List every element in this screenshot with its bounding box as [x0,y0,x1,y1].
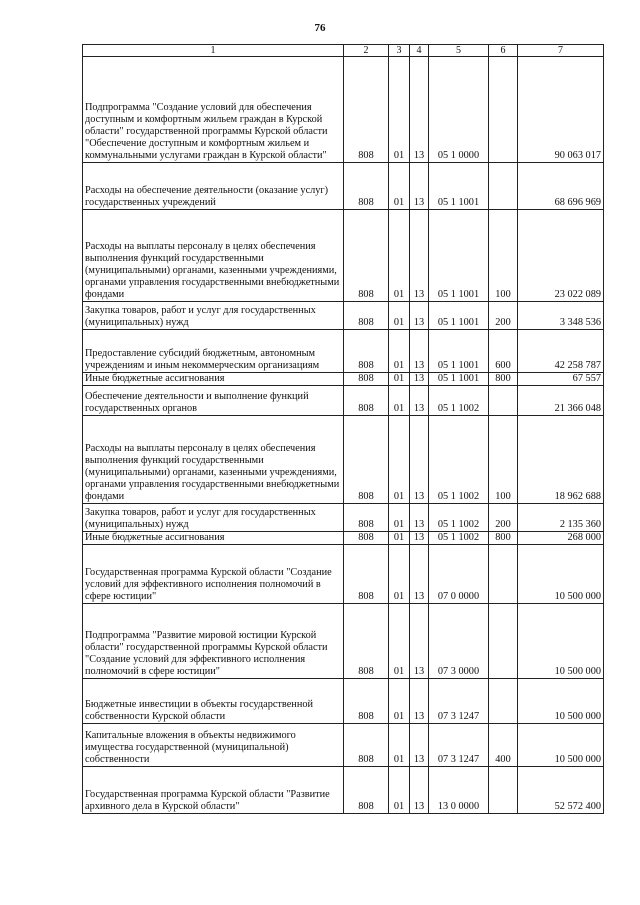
column-header: 6 [489,45,518,57]
subsection-code: 13 [410,532,429,545]
table-row [83,163,604,210]
ministry-code: 808 [344,373,389,386]
expense-kind-code [489,604,518,679]
row-name: Обеспечение деятельности и выполнение функций государственных органов [83,386,344,416]
section-code: 01 [389,679,410,724]
ministry-code: 808 [344,532,389,545]
expense-kind-code: 800 [489,373,518,386]
target-code: 13 0 0000 [429,767,489,814]
expense-kind-code [489,767,518,814]
subsection-code: 13 [410,330,429,373]
ministry-code: 808 [344,504,389,532]
section-code: 01 [389,57,410,163]
subsection-code: 13 [410,163,429,210]
subsection-code: 13 [410,545,429,604]
table-row [83,386,604,416]
expense-kind-code: 200 [489,302,518,330]
amount: 10 500 000 [518,679,604,724]
amount: 268 000 [518,532,604,545]
column-header: 7 [518,45,604,57]
table-row [83,545,604,604]
amount: 68 696 969 [518,163,604,210]
ministry-code: 808 [344,724,389,767]
table-header-row [83,45,604,57]
amount: 52 572 400 [518,767,604,814]
subsection-code: 13 [410,504,429,532]
section-code: 01 [389,545,410,604]
subsection-code: 13 [410,210,429,302]
subsection-code: 13 [410,416,429,504]
amount: 67 557 [518,373,604,386]
subsection-code: 13 [410,302,429,330]
target-code: 05 1 1002 [429,416,489,504]
row-name: Расходы на выплаты персоналу в целях обеспечения выполнения функций государственными (муниципальными) органами, казенными учреждениями, органами управления государственными внебюджетными фондами [83,416,344,504]
row-name: Закупка товаров, работ и услуг для государственных (муниципальных) нужд [83,504,344,532]
expense-kind-code [489,545,518,604]
target-code: 05 1 1001 [429,330,489,373]
column-header: 2 [344,45,389,57]
table-row [83,679,604,724]
row-name: Государственная программа Курской области "Создание условий для эффективного исполнения полномочий в сфере юстиции" [83,545,344,604]
section-code: 01 [389,386,410,416]
section-code: 01 [389,504,410,532]
row-name: Подпрограмма "Развитие мировой юстиции Курской области" государственной программы Курской области "Создание условий для эффективного исполнения полномочий в сфере юстиции" [83,604,344,679]
section-code: 01 [389,330,410,373]
column-header: 3 [389,45,410,57]
target-code: 07 0 0000 [429,545,489,604]
ministry-code: 808 [344,767,389,814]
row-name: Закупка товаров, работ и услуг для государственных (муниципальных) нужд [83,302,344,330]
table-row [83,330,604,373]
ministry-code: 808 [344,545,389,604]
subsection-code: 13 [410,386,429,416]
section-code: 01 [389,724,410,767]
expense-kind-code: 400 [489,724,518,767]
table-row [83,767,604,814]
ministry-code: 808 [344,604,389,679]
table-row [83,302,604,330]
row-name: Подпрограмма "Создание условий для обеспечения доступным и комфортным жильем граждан в Курской области" государственной программы Курской области "Обеспечение доступным и комфортным жильем и коммунальными услугами граждан в Курской области" [83,57,344,163]
ministry-code: 808 [344,302,389,330]
target-code: 05 1 1002 [429,504,489,532]
expense-kind-code [489,386,518,416]
section-code: 01 [389,302,410,330]
table-row [83,724,604,767]
expense-kind-code: 100 [489,416,518,504]
target-code: 05 1 1001 [429,163,489,210]
row-name: Предоставление субсидий бюджетным, автономным учреждениям и иным некоммерческим организациям [83,330,344,373]
amount: 18 962 688 [518,416,604,504]
target-code: 05 1 0000 [429,57,489,163]
ministry-code: 808 [344,330,389,373]
section-code: 01 [389,532,410,545]
row-name: Государственная программа Курской области "Развитие архивного дела в Курской области" [83,767,344,814]
expense-kind-code: 600 [489,330,518,373]
target-code: 05 1 1001 [429,302,489,330]
column-header: 5 [429,45,489,57]
row-name: Расходы на выплаты персоналу в целях обеспечения выполнения функций государственными (муниципальными) органами, казенными учреждениями, органами управления государственными внебюджетными фондами [83,210,344,302]
section-code: 01 [389,163,410,210]
table-row [83,532,604,545]
expense-kind-code: 100 [489,210,518,302]
amount: 2 135 360 [518,504,604,532]
table-row [83,604,604,679]
ministry-code: 808 [344,416,389,504]
subsection-code: 13 [410,57,429,163]
ministry-code: 808 [344,386,389,416]
amount: 21 366 048 [518,386,604,416]
expense-kind-code [489,57,518,163]
table-row [83,210,604,302]
amount: 10 500 000 [518,545,604,604]
target-code: 05 1 1001 [429,210,489,302]
budget-table [82,44,604,814]
row-name: Расходы на обеспечение деятельности (оказание услуг) государственных учреждений [83,163,344,210]
amount: 3 348 536 [518,302,604,330]
ministry-code: 808 [344,57,389,163]
target-code: 07 3 0000 [429,604,489,679]
ministry-code: 808 [344,679,389,724]
subsection-code: 13 [410,724,429,767]
subsection-code: 13 [410,604,429,679]
subsection-code: 13 [410,767,429,814]
subsection-code: 13 [410,679,429,724]
row-name: Иные бюджетные ассигнования [83,373,344,386]
expense-kind-code: 800 [489,532,518,545]
target-code: 05 1 1002 [429,532,489,545]
expense-kind-code: 200 [489,504,518,532]
column-header: 4 [410,45,429,57]
amount: 23 022 089 [518,210,604,302]
expense-kind-code [489,163,518,210]
amount: 42 258 787 [518,330,604,373]
target-code: 05 1 1002 [429,386,489,416]
row-name: Бюджетные инвестиции в объекты государственной собственности Курской области [83,679,344,724]
row-name: Капитальные вложения в объекты недвижимого имущества государственной (муниципальной) собственности [83,724,344,767]
target-code: 07 3 1247 [429,679,489,724]
amount: 10 500 000 [518,724,604,767]
table-row [83,57,604,163]
section-code: 01 [389,767,410,814]
ministry-code: 808 [344,163,389,210]
subsection-code: 13 [410,373,429,386]
expense-kind-code [489,679,518,724]
table-row [83,416,604,504]
target-code: 05 1 1001 [429,373,489,386]
page-number: 76 [314,22,326,34]
amount: 90 063 017 [518,57,604,163]
section-code: 01 [389,604,410,679]
section-code: 01 [389,210,410,302]
column-header: 1 [83,45,344,57]
section-code: 01 [389,373,410,386]
target-code: 07 3 1247 [429,724,489,767]
ministry-code: 808 [344,210,389,302]
amount: 10 500 000 [518,604,604,679]
table-row [83,504,604,532]
section-code: 01 [389,416,410,504]
table-row [83,373,604,386]
row-name: Иные бюджетные ассигнования [83,532,344,545]
